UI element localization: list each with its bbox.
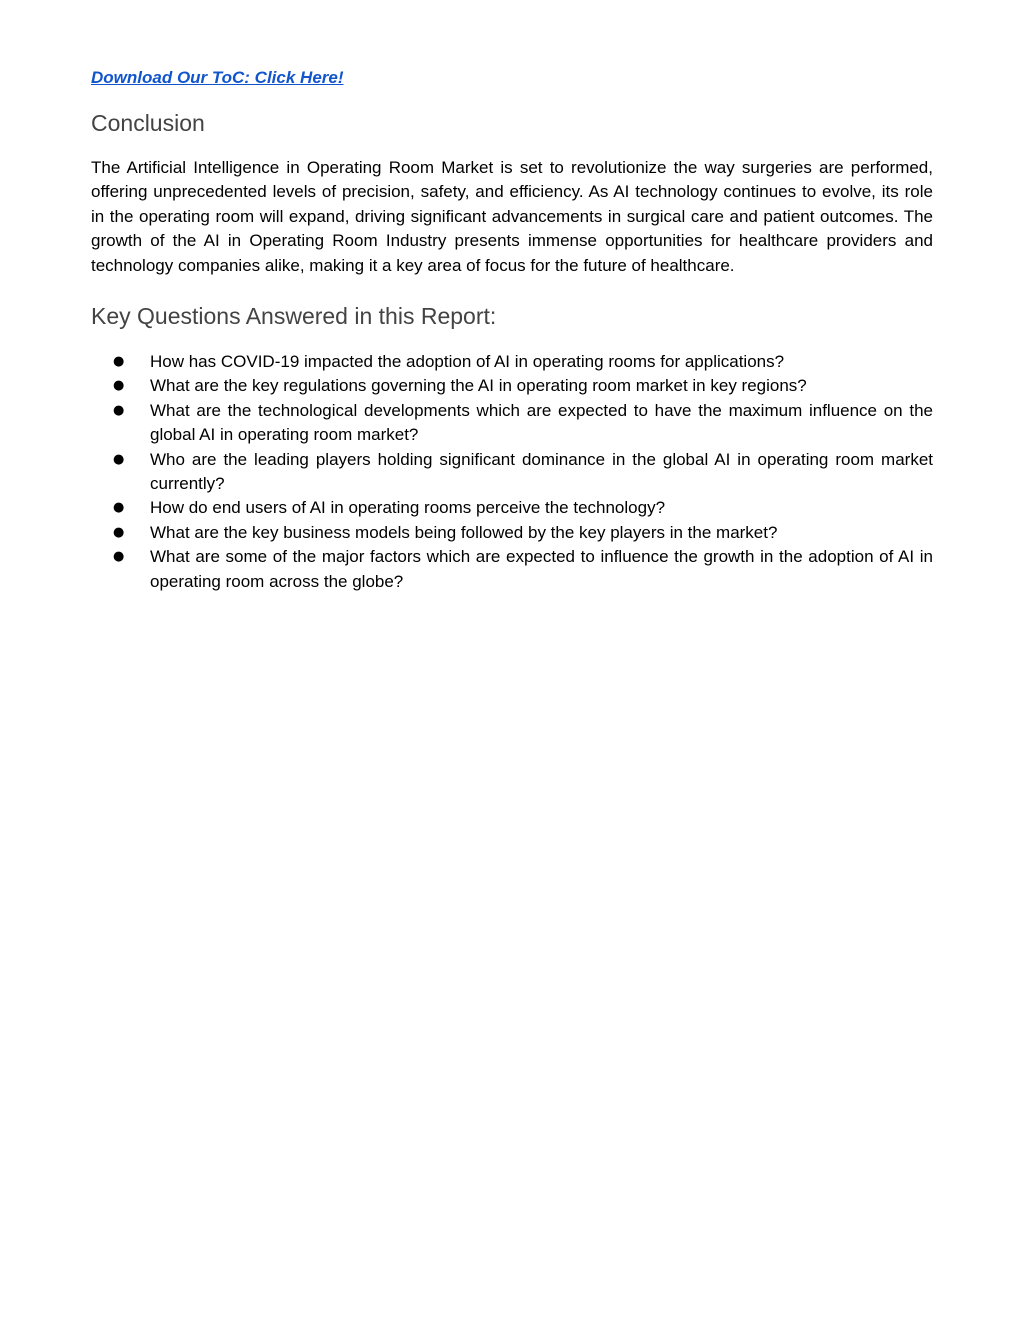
bullet-icon: ● [113,451,125,467]
list-item [91,448,933,497]
list-item [91,374,933,398]
document-page [91,66,933,594]
bullet-icon: ● [113,378,125,394]
bullet-icon: ● [113,354,125,370]
conclusion-heading: Conclusion [91,110,205,136]
bullet-icon: ● [113,500,125,516]
bullet-icon: ● [113,549,125,565]
bullet-icon: ● [113,524,125,540]
list-item-text: How has COVID-19 impacted the adoption of AI in operating rooms for applications? [150,352,785,372]
list-item [91,399,933,448]
conclusion-paragraph: The Artificial Intelligence in Operating Room Market is set to revolutionize the way surgeries are performed, offering unprecedented levels of precision, safety, and efficiency. As AI technology continues to evolve, its role in the operating room will expand, driving significant advancements in surgical care and patient outcomes. The growth of the AI in Operating Room Industry presents immense opportunities for healthcare providers and technology companies alike, making it a key area of focus for the future of healthcare. [91,158,933,275]
list-item [91,496,933,520]
list-item-text: Who are the leading players holding significant dominance in the global AI in operating room market currently? [150,449,933,494]
bullet-icon: ● [113,402,125,418]
list-item-text: How do end users of AI in operating rooms perceive the technology? [150,498,666,518]
list-item [91,350,933,374]
list-item-text: What are some of the major factors which are expected to influence the growth in the adoption of AI in operating room across the globe? [150,547,933,591]
list-item-text: What are the key regulations governing the AI in operating room market in key regions? [150,376,807,396]
list-item [91,545,933,594]
list-item [91,521,933,545]
download-toc-link[interactable]: Download Our ToC: Click Here! [91,68,344,87]
list-item-text: What are the technological developments which are expected to have the maximum influence on the global AI in operating room market? [150,400,933,445]
key-questions-heading: Key Questions Answered in this Report: [91,303,497,330]
list-item-text: What are the key business models being followed by the key players in the market? [150,522,778,542]
key-questions-list [91,350,933,594]
